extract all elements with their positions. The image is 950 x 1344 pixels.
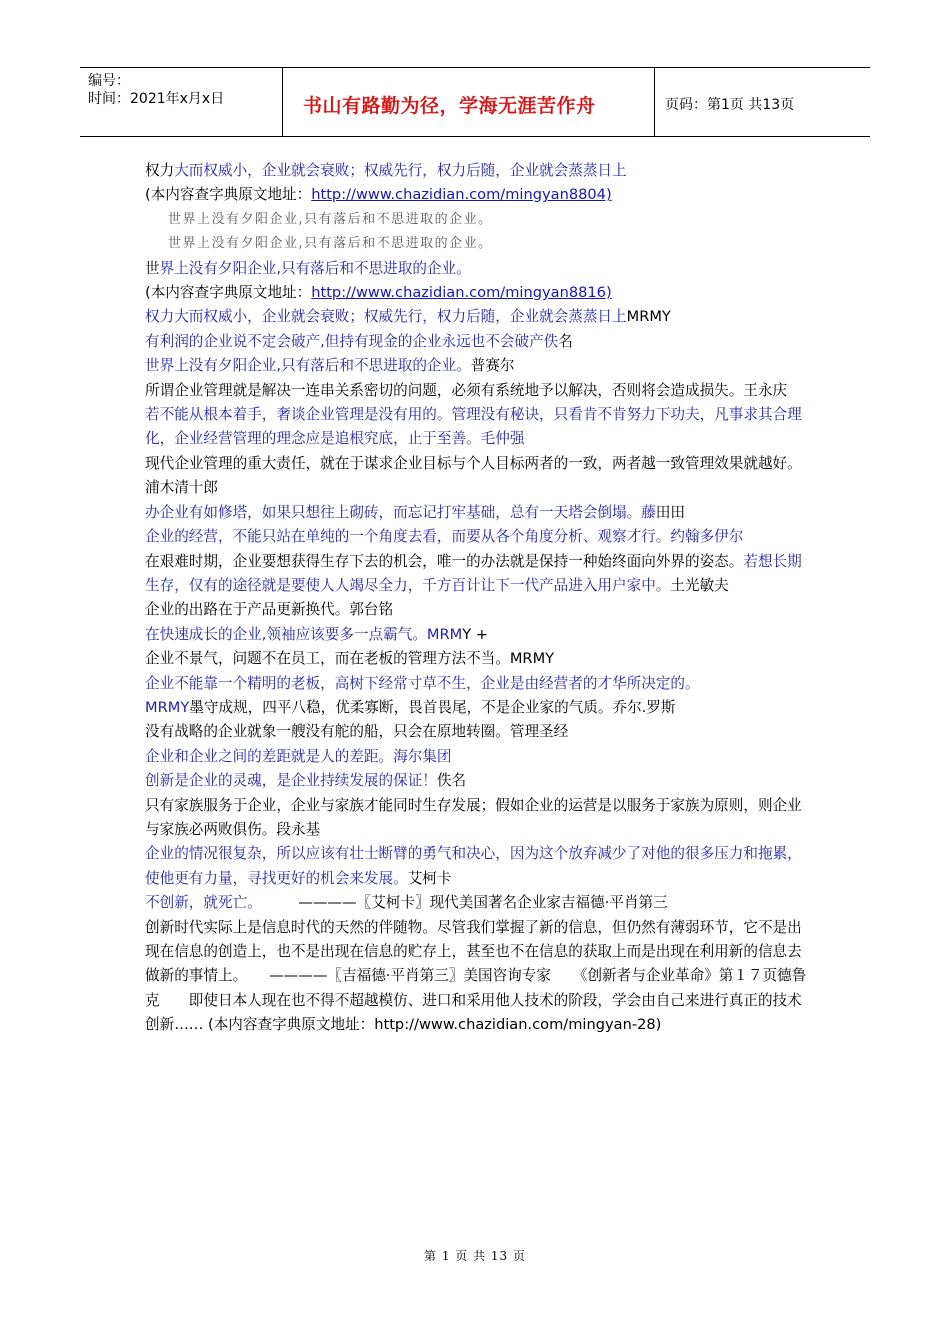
quote-line: 企业的出路在于产品更新换代。郭台铭: [145, 601, 394, 619]
text-run: 土光敏夫: [670, 576, 729, 594]
quote-line: [145, 891, 813, 915]
page-header: [80, 67, 870, 137]
document-number-label: 编号：: [88, 73, 130, 89]
quote-line: [145, 842, 813, 891]
text-run: 权力大而权威小，企业就会衰败；权威先行，权力后随，企业就会蒸蒸日上: [145, 308, 627, 326]
text-run: 墨守成规，四平八稳，优柔寡断，畏首畏尾，不是企业家的气质。乔尔.罗斯: [189, 698, 676, 716]
quote-line: 创新时代实际上是信息时代的天然的伴随物。尽管我们掌握了新的信息，但仍然有薄弱环节，它不是出现在信息的创造上，也不是出现在信息的贮存上，甚至也不在信息的获取上而是出现在利用新的信息去做新的事情上。 ————〖吉福德·平肖第三〗美国咨询专家 《创新者与企业革命》第１７页德鲁克 即使日本人现在也不得不超越模仿、进口和采用他人技术的阶段，学会由自己来进行真正的技术创新…… (本内容查字典原文地址：http://www.chazidian.com/mingyan-28): [145, 918, 807, 1034]
source-line: [145, 281, 813, 305]
quote-line: 企业不能靠一个精明的老板，高树下经常寸草不生，企业是由经营者的才华所决定的。: [145, 674, 700, 692]
text-run: 办企业有如修塔，如果只想往上砌砖，而忘记打牢基础，总有一天塔会倒塌。藤: [145, 503, 656, 521]
text-run: 界上没有夕阳企业,只有落后和不思进取的企业。: [159, 259, 471, 277]
quote-line: 企业不景气，问题不在员工，而在老板的管理方法不当。MRMY: [145, 650, 555, 668]
text-run: Y +: [462, 625, 489, 643]
header-meta-cell: [80, 68, 283, 136]
quote-line: [145, 257, 813, 281]
text-run: 普赛尔: [470, 357, 515, 375]
text-run: 田田: [655, 503, 685, 521]
quote-line: [145, 720, 813, 744]
text-run: 不创新，就死亡。: [145, 894, 255, 912]
quote-line: [145, 305, 813, 329]
text-run: 佚名: [436, 772, 467, 790]
quote-line: [145, 330, 813, 354]
quote-line: 所谓企业管理就是解决一连串关系密切的问题，必须有系统地予以解决，否则将会造成损失。王永庆: [145, 381, 788, 399]
text-run: 企业的情况很复杂，所以应该有壮士断臂的勇气和决心，因为这个放弃减少了对他的很多压力和拖累，使他更有力量，寻找更好的机会来发展。: [145, 845, 802, 887]
header-page-cell: [655, 68, 870, 136]
text-run: (本内容查字典原文地址：: [145, 186, 312, 204]
source-line: [145, 183, 813, 207]
quote-line: 现代企业管理的重大责任，就在于谋求企业目标与个人目标两者的一致，两者越一致管理效果就越好。浦木清十郎: [145, 454, 802, 497]
text-run: 名: [558, 332, 573, 350]
quote-line: 企业的经营，不能只站在单纯的一个角度去看，而要从各个角度分析、观察才行。约翰多伊尔: [145, 528, 744, 546]
quote-line: [145, 354, 813, 378]
quote-line: [145, 623, 813, 647]
document-body: [145, 159, 813, 1038]
text-run: 没有战略的企业就象一艘没有舵的船，只会在原地: [145, 723, 467, 741]
text-run: 艾柯卡: [407, 869, 452, 887]
document-time-label: 时间：2021年x月x日: [88, 91, 225, 107]
text-run: MRMY: [145, 698, 190, 716]
text-run: 转圈。管理圣经: [466, 723, 569, 741]
quote-line: [145, 769, 813, 793]
text-run: 世界上没有夕阳企业,只有落后和不思进取的企业。: [145, 357, 471, 375]
text-run: ————〖艾柯卡〗现代美国著名企业家吉福德·平肖第三: [254, 894, 668, 912]
text-run: 若想长期生存，仅有的途径就是要使人人竭尽全力，千方百计让下一代产品进入用户家中。: [145, 552, 802, 594]
quote-line: 世界上没有夕阳企业,只有落后和不思进取的企业。: [168, 211, 493, 227]
quote-line: [145, 550, 813, 599]
text-run: 有利润的企业说不定会破产,但持有现金的企业永远也不会破产佚: [145, 332, 559, 350]
quote-line: [145, 696, 813, 720]
text-run: 权力: [145, 162, 175, 179]
page-footer: 第 1 页 共 13 页: [424, 1249, 526, 1263]
text-run: MRMY: [626, 308, 671, 326]
source-link[interactable]: http://www.chazidian.com/mingyan8816): [311, 284, 612, 302]
text-run: 大而权威小，企业就会衰败；权威先行，权力后随，企业就会蒸蒸日上: [174, 162, 627, 179]
text-run: 世: [145, 259, 160, 277]
quote-line: [145, 501, 813, 525]
text-run: 在快速成长的企业,领袖应该要多一点霸气。MRM: [145, 625, 463, 643]
quote-line: 世界上没有夕阳企业,只有落后和不思进取的企业。: [168, 236, 493, 252]
quote-line: 企业和企业之间的差距就是人的差距。海尔集团: [145, 747, 452, 765]
text-run: (本内容查字典原文地址：: [145, 284, 312, 302]
quote-line: 若不能从根本着手，奢谈企业管理是没有用的。管理没有秘诀，只看肯不肯努力下功夫，凡事求其合理化，企业经营管理的理念应是追根究底，止于至善。毛仲强: [145, 406, 802, 448]
text-run: 创新是企业的灵魂，是企业持续发展的保证！: [145, 772, 437, 790]
source-link[interactable]: http://www.chazidian.com/mingyan8804): [311, 186, 612, 204]
text-run: 在艰难时期，企业要想获得生存下去的机会，唯一的办法就是保持一种始终面向外界的姿态。: [145, 552, 744, 570]
quote-line: 只有家族服务于企业，企业与家族才能同时生存发展；假如企业的运营是以服务于家族为原则，则企业与家族必两败俱伤。段永基: [145, 796, 802, 838]
quote-line: [145, 159, 813, 183]
header-page-number: 页码：第1页 共13页: [665, 97, 795, 113]
header-motto-cell: [283, 68, 655, 136]
header-motto: 书山有路勤为径，学海无涯苦作舟: [303, 95, 596, 117]
